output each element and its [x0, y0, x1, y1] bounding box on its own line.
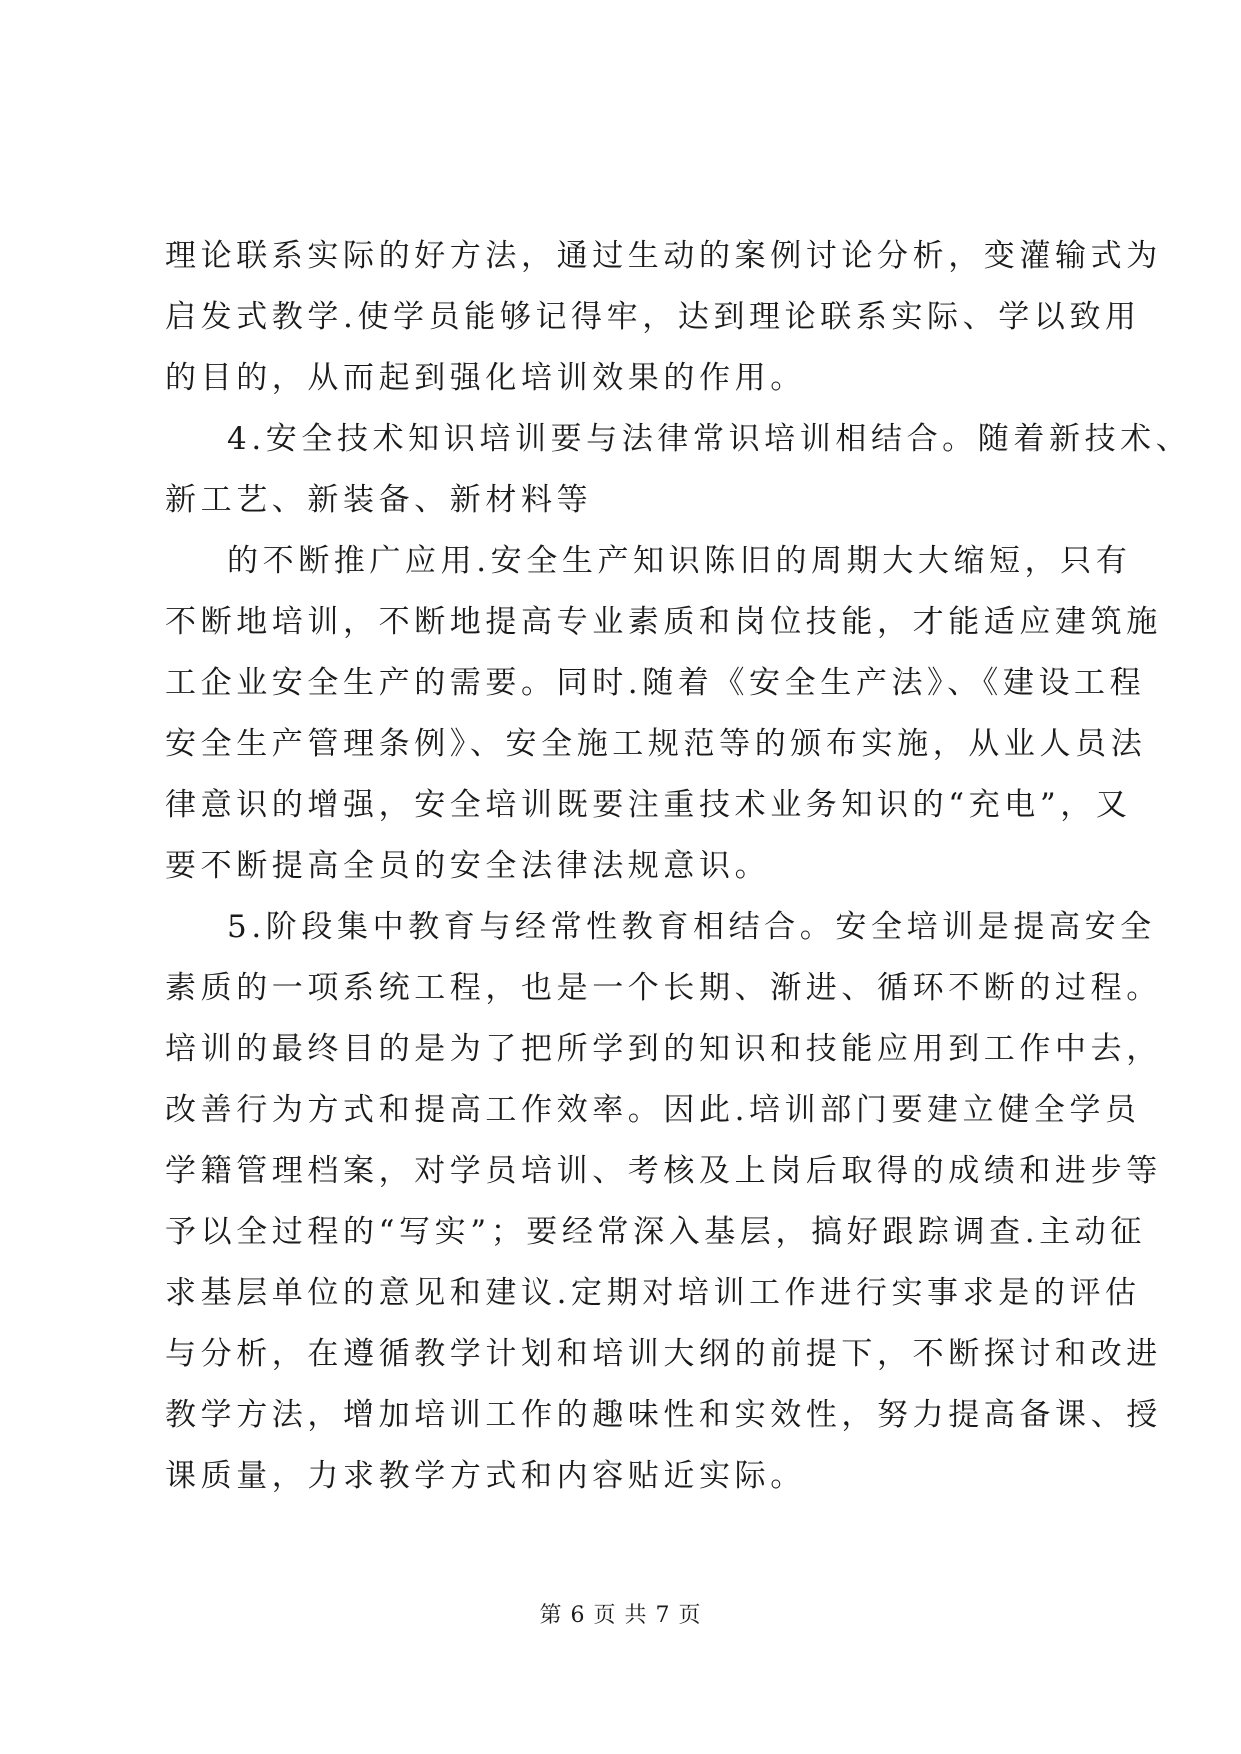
text-line: 安全生产管理条例》、安全施工规范等的颁布实施，从业人员法: [165, 726, 1147, 762]
text-line: 求基层单位的意见和建议.定期对培训工作进行实事求是的评估: [165, 1275, 1141, 1311]
text-line: 律意识的增强，安全培训既要注重技术业务知识的“充电”，又: [165, 787, 1132, 823]
text-line: 工企业安全生产的需要。同时.随着《安全生产法》、《建设工程: [165, 665, 1146, 701]
text-line: 素质的一项系统工程，也是一个长期、渐进、循环不断的过程。: [165, 970, 1162, 1006]
text-line: 新工艺、新装备、新材料等: [165, 482, 593, 518]
text-line: 学籍管理档案，对学员培训、考核及上岗后取得的成绩和进步等: [165, 1153, 1162, 1189]
text-line: 培训的最终目的是为了把所学到的知识和技能应用到工作中去，: [165, 1031, 1162, 1067]
page-number-footer: 第 6 页 共 7 页: [539, 1603, 702, 1628]
text-line: 课质量，力求教学方式和内容贴近实际。: [165, 1458, 806, 1494]
text-line: 教学方法，增加培训工作的趣味性和实效性，努力提高备课、授: [165, 1397, 1162, 1433]
text-line: 的目的，从而起到强化培训效果的作用。: [165, 360, 806, 396]
paragraph-5-first-line: 5.阶段集中教育与经常性教育相结合。安全培训是提高安全: [227, 909, 1156, 945]
text-line: 理论联系实际的好方法，通过生动的案例讨论分析，变灌输式为: [165, 238, 1162, 274]
text-line: 与分析，在遵循教学计划和培训大纲的前提下，不断探讨和改进: [165, 1336, 1162, 1372]
text-line: 改善行为方式和提高工作效率。因此.培训部门要建立健全学员: [165, 1092, 1141, 1128]
paragraph-4-first-line: 4.安全技术知识培训要与法律常识培训相结合。随着新技术、: [227, 421, 1192, 457]
text-line: 要不断提高全员的安全法律法规意识。: [165, 848, 771, 884]
text-line: 不断地培训，不断地提高专业素质和岗位技能，才能适应建筑施: [165, 604, 1162, 640]
body-text: [165, 226, 1192, 1507]
text-line: 的不断推广应用.安全生产知识陈旧的周期大大缩短，只有: [227, 543, 1132, 579]
text-line: 启发式教学.使学员能够记得牢，达到理论联系实际、学以致用: [165, 299, 1141, 335]
text-line: 予以全过程的“写实”；要经常深入基层，搞好跟踪调查.主动征: [165, 1214, 1146, 1250]
